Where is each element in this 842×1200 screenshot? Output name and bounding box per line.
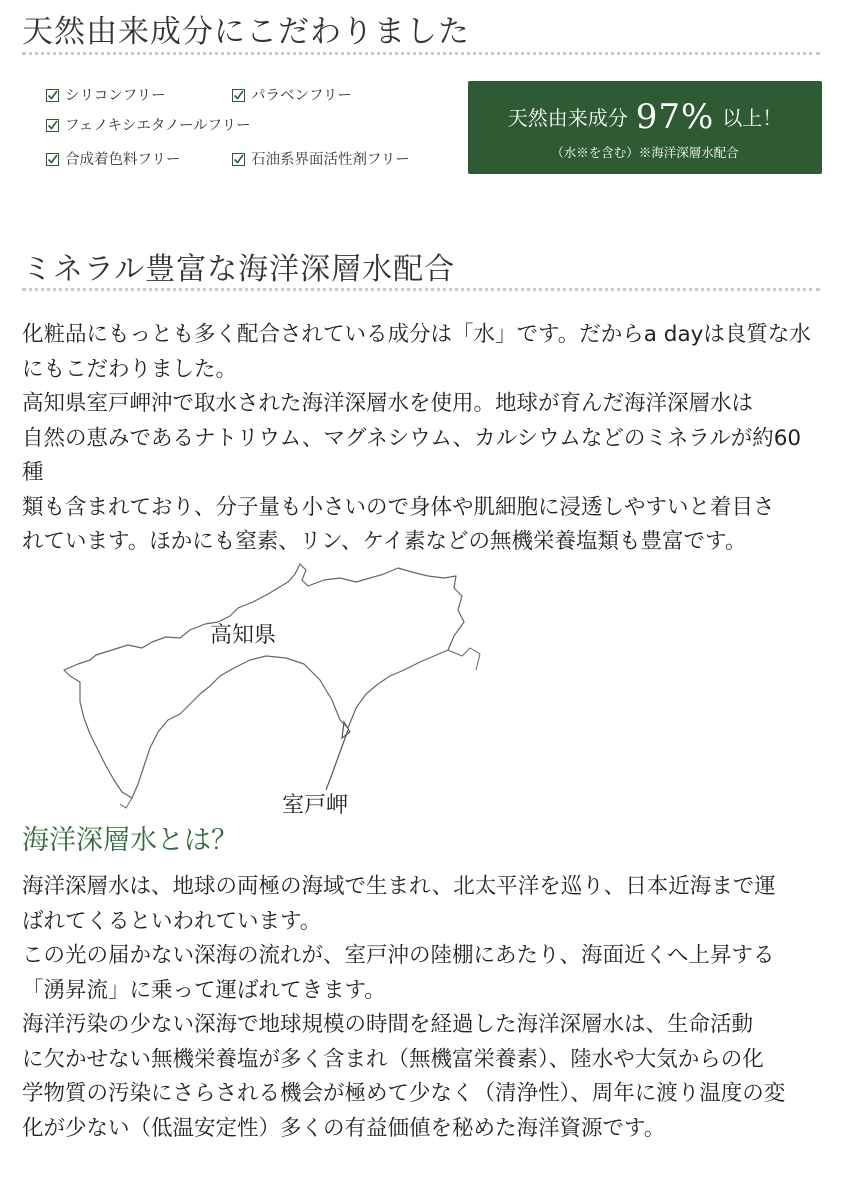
map-label-cape-muroto: 室戸岬 — [282, 793, 349, 818]
kochi-outline — [64, 564, 464, 798]
feature-item-synthetic-color-free — [46, 148, 180, 169]
dotted-divider — [22, 288, 820, 291]
badge-note: （水※を含む）※海洋深層水配合 — [551, 145, 739, 160]
paragraph-line: 海洋汚染の少ない深海で地球規模の時間を経過した海洋深層水は、生命活動 — [22, 1012, 754, 1037]
badge-headline — [468, 97, 822, 137]
section-heading-natural-ingredients: 天然由来成分にこだわりました — [22, 14, 470, 50]
feature-label: シリコンフリー — [65, 88, 166, 104]
checkbox-checked-icon — [232, 89, 245, 102]
feature-label: パラベンフリー — [251, 88, 352, 104]
badge-suffix: 以上！ — [722, 106, 783, 130]
checkbox-checked-icon — [46, 89, 59, 102]
paragraph-line: 自然の恵みであるナトリウム、マグネシウム、カルシウムなどのミネラルが約60種 — [22, 425, 802, 485]
paragraph-line: れています。ほかにも窒素、リン、ケイ素などの無機栄養塩類も豊富です。 — [22, 529, 747, 554]
checkbox-checked-icon — [46, 119, 59, 132]
paragraph-line: 化が少ない（低温安定性）多くの有益価値を秘めた海洋資源です。 — [22, 1115, 666, 1141]
section-heading-deep-sea-water: ミネラル豊富な海洋深層水配合 — [22, 252, 456, 287]
checkbox-checked-icon — [46, 153, 59, 166]
natural-ingredient-badge — [468, 81, 822, 174]
paragraph-line: ばれてくるといわれています。 — [22, 908, 322, 934]
map-label-kochi-prefecture: 高知県 — [210, 623, 277, 648]
muroto-pointer-line — [326, 730, 348, 790]
paragraph-line: 高知県室戸岬沖で取水された海洋深層水を使用。地球が育んだ海洋深層水は — [22, 391, 754, 416]
paragraph-line: 海洋深層水は、地球の両極の海域で生まれ、北太平洋を巡り、日本近海まで運 — [22, 874, 776, 899]
badge-percent: 97% — [635, 97, 715, 137]
badge-prefix: 天然由来成分 — [507, 106, 628, 130]
paragraph-line: 化粧品にもっとも多く配合されている成分は「水」です。だからa dayは良質な水 — [22, 322, 811, 347]
paragraph-line: この光の届かない深海の流れが、室戸沖の陸棚にあたり、海面近くへ上昇する — [22, 943, 775, 968]
checkbox-checked-icon — [232, 153, 245, 166]
feature-label: 合成着色料フリー — [65, 152, 181, 168]
feature-label: フェノキシエタノールフリー — [65, 118, 251, 134]
paragraph-line: 「湧昇流」に乗って運ばれてきます。 — [22, 977, 386, 1003]
kochi-prefecture-map — [40, 552, 510, 822]
section-heading-what-is-deep-sea-water: 海洋深層水とは？ — [22, 825, 238, 856]
feature-item-petroleum-surfactant-free — [232, 148, 410, 169]
feature-item-phenoxyethanol-free — [46, 114, 251, 135]
feature-item-silicone-free — [46, 84, 166, 105]
dotted-divider — [22, 52, 820, 55]
paragraph-line: 学物質の汚染にさらされる機会が極めて少なく（清浄性）、周年に渡り温度の変 — [22, 1081, 786, 1106]
feature-label: 石油系界面活性剤フリー — [251, 152, 410, 168]
deep-sea-water-explanation-paragraph — [22, 870, 822, 1146]
paragraph-line: 類も含まれており、分子量も小さいので身体や肌細胞に浸透しやすいと着目さ — [22, 494, 775, 520]
feature-item-paraben-free — [232, 84, 352, 105]
coastline-detail — [120, 648, 480, 808]
paragraph-line: にもこだわりました。 — [22, 356, 238, 382]
paragraph-line: に欠かせない無機栄養塩が多く含まれ（無機富栄養素）、陸水や大気からの化 — [22, 1046, 764, 1072]
deep-sea-water-paragraph — [22, 318, 822, 560]
